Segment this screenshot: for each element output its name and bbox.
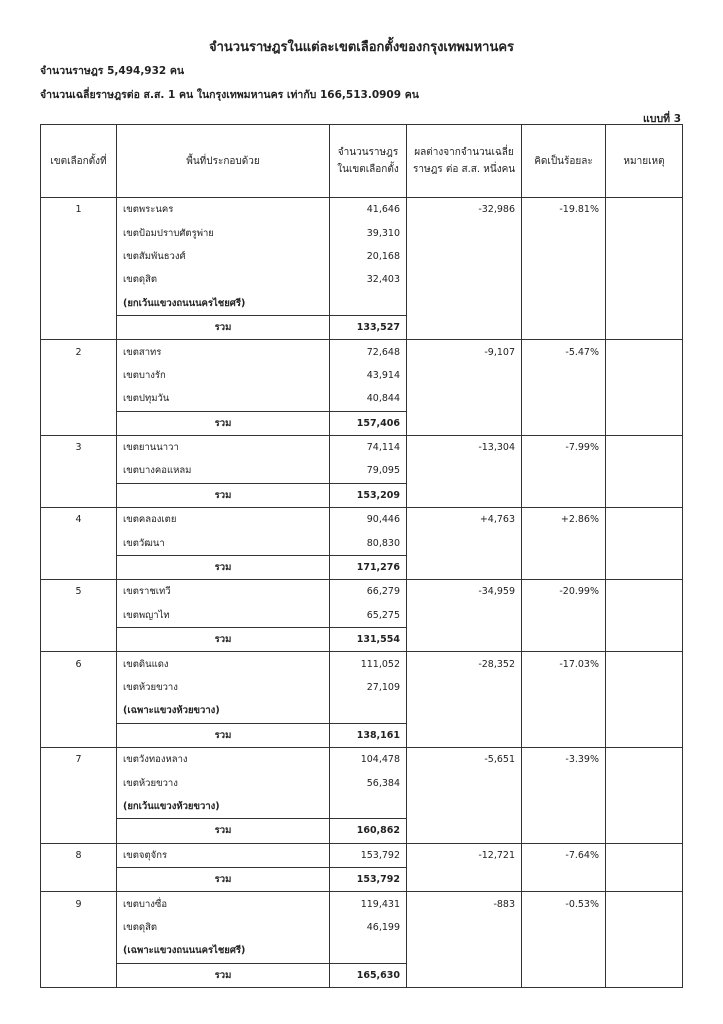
note-cell [606,963,683,987]
district-number: 4 [41,508,117,532]
district-number-cell [41,867,117,891]
header-population: จำนวนราษฎร ในเขตเลือกตั้ง [330,125,407,198]
area-name: เขตดินแดง [117,652,330,676]
table-body [41,198,683,988]
district-number: 9 [41,892,117,916]
difference-value: -12,721 [407,843,522,867]
area-name: เขตจตุจักร [117,843,330,867]
population-value: 119,431 [330,892,407,916]
table-row [41,604,683,628]
note-cell [606,771,683,794]
area-name: (เฉพาะแขวงห้วยขวาง) [117,699,330,723]
difference-cell [407,628,522,652]
district-number [41,364,117,387]
percent-value [522,939,606,963]
total-row [41,555,683,579]
area-name: (ยกเว้นแขวงถนนนครไชยศรี) [117,292,330,316]
total-row [41,483,683,507]
area-name: เขตดุสิต [117,268,330,291]
population-value: 41,646 [330,198,407,222]
area-name: เขตพญาไท [117,604,330,628]
total-value: 153,792 [330,867,407,891]
table-header-row [41,125,683,198]
population-value: 111,052 [330,652,407,676]
district-number [41,916,117,939]
area-name: เขตคลองเตย [117,508,330,532]
percent-value: -20.99% [522,580,606,604]
table-row [41,652,683,676]
difference-value: -34,959 [407,580,522,604]
total-row [41,628,683,652]
note-cell [606,508,683,532]
total-value: 171,276 [330,555,407,579]
district-number [41,699,117,723]
area-name: เขตห้วยขวาง [117,771,330,794]
table-row [41,340,683,364]
difference-cell [407,555,522,579]
area-name: เขตบางคอแหลม [117,459,330,483]
difference-cell [407,723,522,747]
population-value: 46,199 [330,916,407,939]
difference-value: -5,651 [407,747,522,771]
note-cell [606,652,683,676]
table-row [41,292,683,316]
population-value: 40,844 [330,387,407,411]
percent-value [522,771,606,794]
district-number-cell [41,483,117,507]
difference-value [407,387,522,411]
district-number [41,531,117,555]
difference-cell [407,963,522,987]
population-value [330,939,407,963]
total-value: 133,527 [330,315,407,339]
note-cell [606,916,683,939]
difference-cell [407,411,522,435]
percent-value: -5.47% [522,340,606,364]
percent-cell [522,963,606,987]
population-value: 79,095 [330,459,407,483]
population-value: 104,478 [330,747,407,771]
district-number-cell [41,723,117,747]
table-row [41,939,683,963]
area-name: เขตบางรัก [117,364,330,387]
percent-value: -7.99% [522,435,606,459]
percent-value [522,245,606,268]
header-district: เขตเลือกตั้งที่ [41,125,117,198]
difference-value [407,771,522,794]
table-row [41,459,683,483]
population-value: 80,830 [330,531,407,555]
percent-value: -3.39% [522,747,606,771]
area-name: เขตพระนคร [117,198,330,222]
table-row [41,531,683,555]
difference-value [407,221,522,244]
total-value: 160,862 [330,819,407,843]
total-value: 153,209 [330,483,407,507]
table-row [41,364,683,387]
total-label: รวม [117,819,330,843]
district-number-cell [41,555,117,579]
district-number [41,459,117,483]
total-label: รวม [117,867,330,891]
header-difference: ผลต่างจากจำนวนเฉลี่ย ราษฎร ต่อ ส.ส. หนึ่งคน [407,125,522,198]
area-name: เขตสาทร [117,340,330,364]
note-cell [606,531,683,555]
population-value: 43,914 [330,364,407,387]
note-cell [606,483,683,507]
average-per-mp: จำนวนเฉลี่ยราษฎรต่อ ส.ส. 1 คน ในกรุงเทพมหานคร เท่ากับ 166,513.0909 คน [40,89,419,101]
header-area: พื้นที่ประกอบด้วย [117,125,330,198]
district-number [41,676,117,699]
district-number-cell [41,963,117,987]
difference-value [407,268,522,291]
total-value: 131,554 [330,628,407,652]
difference-value [407,531,522,555]
table-row [41,268,683,291]
total-row [41,315,683,339]
note-cell [606,819,683,843]
difference-cell [407,867,522,891]
total-value: 157,406 [330,411,407,435]
note-cell [606,867,683,891]
total-row [41,723,683,747]
district-number [41,939,117,963]
table-row [41,221,683,244]
difference-cell [407,483,522,507]
total-label: รวม [117,628,330,652]
population-value: 56,384 [330,771,407,794]
district-number [41,795,117,819]
percent-value [522,221,606,244]
area-name: เขตยานนาวา [117,435,330,459]
note-cell [606,198,683,222]
population-total: จำนวนราษฎร 5,494,932 คน [40,65,185,77]
difference-value: -32,986 [407,198,522,222]
population-value: 39,310 [330,221,407,244]
table-row [41,198,683,222]
district-number [41,604,117,628]
district-number-cell [41,628,117,652]
population-value [330,699,407,723]
area-name: เขตป้อมปราบศัตรูพ่าย [117,221,330,244]
table-row [41,508,683,532]
area-name: (ยกเว้นแขวงห้วยขวาง) [117,795,330,819]
district-number [41,387,117,411]
population-value: 27,109 [330,676,407,699]
percent-value [522,292,606,316]
area-name: (เฉพาะแขวงถนนนครไชยศรี) [117,939,330,963]
percent-cell [522,483,606,507]
total-row [41,819,683,843]
population-value: 74,114 [330,435,407,459]
district-number: 6 [41,652,117,676]
population-value [330,795,407,819]
area-name: เขตราชเทวี [117,580,330,604]
percent-value: -0.53% [522,892,606,916]
note-cell [606,435,683,459]
note-cell [606,387,683,411]
note-cell [606,676,683,699]
difference-cell [407,315,522,339]
header-note: หมายเหตุ [606,125,683,198]
percent-value: +2.86% [522,508,606,532]
note-cell [606,939,683,963]
difference-value [407,459,522,483]
percent-cell [522,628,606,652]
total-value: 165,630 [330,963,407,987]
population-value: 66,279 [330,580,407,604]
district-number: 2 [41,340,117,364]
table-row [41,580,683,604]
total-row [41,411,683,435]
difference-value [407,676,522,699]
difference-value [407,245,522,268]
note-cell [606,555,683,579]
district-number: 5 [41,580,117,604]
header-percent: คิดเป็นร้อยละ [522,125,606,198]
percent-value [522,387,606,411]
percent-cell [522,867,606,891]
total-row [41,963,683,987]
note-cell [606,580,683,604]
table-row [41,676,683,699]
difference-value [407,699,522,723]
difference-cell [407,819,522,843]
note-cell [606,892,683,916]
table-row [41,747,683,771]
population-value: 90,446 [330,508,407,532]
percent-cell [522,411,606,435]
percent-cell [522,315,606,339]
district-number [41,221,117,244]
total-row [41,867,683,891]
percent-value [522,531,606,555]
note-cell [606,843,683,867]
table-row [41,699,683,723]
district-number [41,771,117,794]
note-cell [606,604,683,628]
total-label: รวม [117,963,330,987]
percent-value [522,676,606,699]
percent-value [522,268,606,291]
note-cell [606,221,683,244]
note-cell [606,795,683,819]
total-label: รวม [117,411,330,435]
percent-value [522,795,606,819]
percent-value [522,699,606,723]
difference-value: -28,352 [407,652,522,676]
difference-value [407,364,522,387]
note-cell [606,723,683,747]
population-value: 65,275 [330,604,407,628]
percent-value: -17.03% [522,652,606,676]
note-cell [606,699,683,723]
table-row [41,435,683,459]
total-label: รวม [117,723,330,747]
note-cell [606,340,683,364]
total-label: รวม [117,483,330,507]
district-number-cell [41,411,117,435]
difference-value [407,939,522,963]
population-value: 153,792 [330,843,407,867]
district-number: 1 [41,198,117,222]
percent-value [522,916,606,939]
note-cell [606,628,683,652]
district-number [41,292,117,316]
district-number [41,268,117,291]
district-number-cell [41,315,117,339]
table-row [41,843,683,867]
note-cell [606,315,683,339]
percent-cell [522,819,606,843]
difference-value [407,292,522,316]
percent-cell [522,555,606,579]
district-number: 7 [41,747,117,771]
district-number: 3 [41,435,117,459]
area-name: เขตสัมพันธวงศ์ [117,245,330,268]
difference-value [407,795,522,819]
table-row [41,892,683,916]
table-row [41,916,683,939]
district-number: 8 [41,843,117,867]
area-name: เขตปทุมวัน [117,387,330,411]
form-label: แบบที่ 3 [643,113,681,125]
table-row [41,771,683,794]
percent-value [522,364,606,387]
area-name: เขตบางซื่อ [117,892,330,916]
area-name: เขตวัฒนา [117,531,330,555]
total-label: รวม [117,315,330,339]
table-row [41,245,683,268]
note-cell [606,364,683,387]
district-number-cell [41,819,117,843]
total-value: 138,161 [330,723,407,747]
difference-value [407,916,522,939]
area-name: เขตห้วยขวาง [117,676,330,699]
population-value: 20,168 [330,245,407,268]
note-cell [606,459,683,483]
difference-value: -13,304 [407,435,522,459]
table-row [41,795,683,819]
percent-value [522,459,606,483]
population-value: 32,403 [330,268,407,291]
population-value: 72,648 [330,340,407,364]
percent-value [522,604,606,628]
population-value [330,292,407,316]
note-cell [606,245,683,268]
difference-value [407,604,522,628]
area-name: เขตวังทองหลาง [117,747,330,771]
percent-cell [522,723,606,747]
note-cell [606,268,683,291]
percent-value: -19.81% [522,198,606,222]
area-name: เขตดุสิต [117,916,330,939]
note-cell [606,292,683,316]
difference-value: +4,763 [407,508,522,532]
note-cell [606,411,683,435]
total-label: รวม [117,555,330,579]
district-table [40,124,683,988]
district-number [41,245,117,268]
document-title: จำนวนราษฎรในแต่ละเขตเลือกตั้งของกรุงเทพมหานคร [208,40,515,55]
difference-value: -9,107 [407,340,522,364]
table-row [41,387,683,411]
percent-value: -7.64% [522,843,606,867]
note-cell [606,747,683,771]
difference-value: -883 [407,892,522,916]
